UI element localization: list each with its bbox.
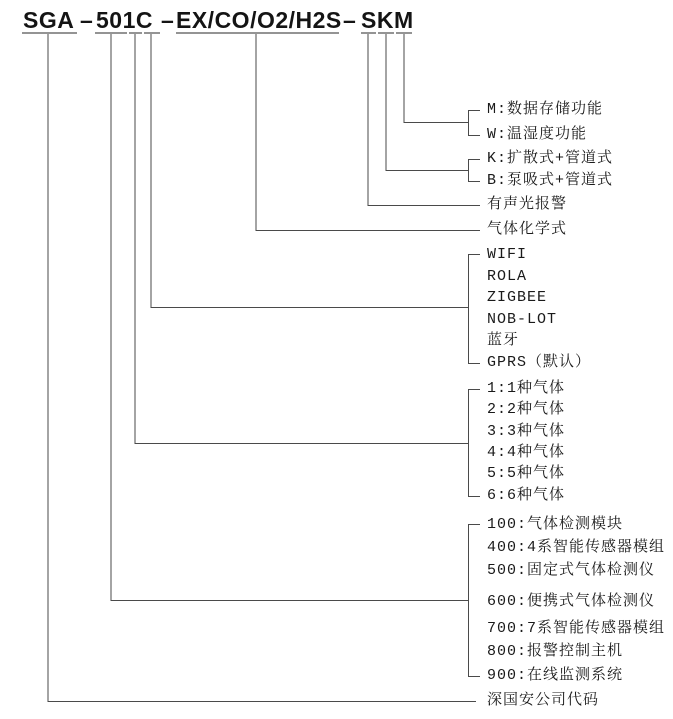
leader-storage [404, 34, 468, 123]
leader-sampling [386, 34, 468, 171]
label-comm-noblot: NOB-LOT [487, 311, 558, 328]
label-series-100: 100:气体检测模块 [487, 516, 624, 533]
label-comm-rola: ROLA [487, 268, 528, 285]
group-brackets [469, 111, 481, 677]
leader-company [48, 34, 476, 702]
label-sampling-b: B:泵吸式+管道式 [487, 172, 614, 189]
code-series: 501C [96, 7, 153, 33]
label-gascount-4: 4:4种气体 [487, 444, 566, 461]
code-options: SKM [361, 7, 414, 33]
label-sampling-k: K:扩散式+管道式 [487, 150, 614, 167]
label-series-700: 700:7系智能传感器模组 [487, 620, 666, 637]
bracket-gas-count [469, 390, 481, 497]
bracket-product-series [469, 525, 481, 677]
label-series-500: 500:固定式气体检测仪 [487, 562, 656, 579]
dash-icon: – [343, 7, 357, 33]
bracket-communication [469, 255, 481, 364]
label-company: 深国安公司代码 [487, 692, 600, 709]
label-comm-gprs: GPRS（默认） [487, 354, 592, 371]
code-gas-formula: EX/CO/O2/H2S [176, 7, 342, 33]
label-series-800: 800:报警控制主机 [487, 643, 624, 660]
label-comm-zigbee: ZIGBEE [487, 289, 548, 306]
bracket-sampling [469, 160, 481, 182]
bracket-storage [469, 111, 481, 136]
code-company: SGA [23, 7, 75, 33]
label-storage-w: W:温湿度功能 [487, 126, 588, 143]
label-comm-bluetooth: 蓝牙 [487, 332, 520, 349]
label-storage-m: M:数据存储功能 [487, 101, 604, 118]
label-series-400: 400:4系智能传感器模组 [487, 539, 666, 556]
label-series-900: 900:在线监测系统 [487, 667, 624, 684]
label-gascount-3: 3:3种气体 [487, 423, 566, 440]
leader-lines [48, 34, 480, 702]
label-gascount-1: 1:1种气体 [487, 380, 566, 397]
dash-icon: – [161, 7, 175, 33]
leader-gas-count [135, 34, 468, 444]
leader-product-series [111, 34, 468, 601]
label-gascount-5: 5:5种气体 [487, 465, 566, 482]
label-alarm: 有声光报警 [487, 196, 568, 213]
dash-icon: – [80, 7, 94, 33]
label-series-600: 600:便携式气体检测仪 [487, 593, 656, 610]
label-gas-formula: 气体化学式 [487, 221, 568, 238]
leader-alarm [368, 34, 480, 206]
label-gascount-6: 6:6种气体 [487, 487, 566, 504]
label-comm-wifi: WIFI [487, 246, 528, 263]
label-gascount-2: 2:2种气体 [487, 401, 566, 418]
